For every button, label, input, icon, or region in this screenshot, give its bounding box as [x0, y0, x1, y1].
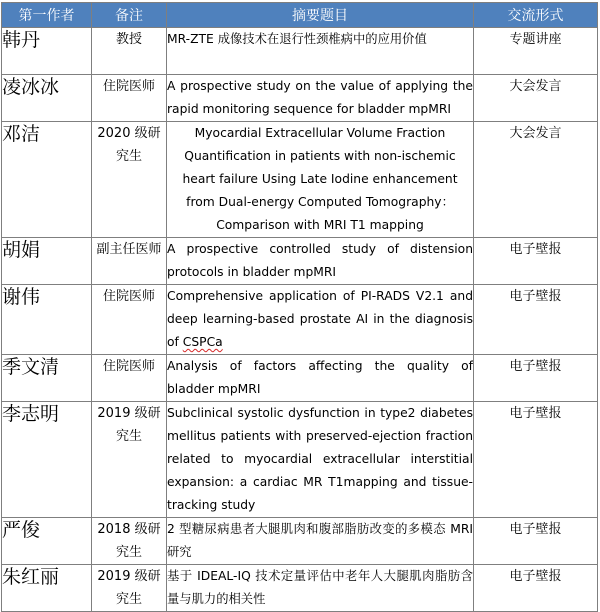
author-cell: 胡娟 — [2, 238, 92, 285]
table-row — [2, 518, 598, 565]
spell-flagged-term: CSPCa — [182, 335, 223, 349]
author-cell: 李志明 — [2, 402, 92, 518]
table-row — [2, 238, 598, 285]
note-cell: 2019 级研究生 — [92, 402, 167, 518]
table-row — [2, 565, 598, 612]
author-cell: 季文清 — [2, 355, 92, 402]
author-cell: 严俊 — [2, 518, 92, 565]
form-cell: 电子壁报 — [474, 238, 598, 285]
author-cell: 邓洁 — [2, 122, 92, 238]
form-cell: 电子壁报 — [474, 355, 598, 402]
title-cell: Subclinical systolic dysfunction in type2 diabetes mellitus patients with preserved-ejection fraction related to myocardial extracellular interstitial expansion: a cardiac MR T1mapping and tissue-tracking study — [167, 402, 474, 518]
header-note: 备注 — [92, 3, 167, 28]
note-cell: 住院医师 — [92, 75, 167, 122]
form-cell: 电子壁报 — [474, 565, 598, 612]
table-row — [2, 75, 598, 122]
table-row — [2, 28, 598, 75]
table-header — [2, 3, 598, 28]
title-text: Comprehensive application of PI-RADS V2.1 and deep learning-based prostate AI in the diagnosis of — [167, 289, 473, 349]
table-row — [2, 402, 598, 518]
form-cell: 电子壁报 — [474, 285, 598, 355]
form-cell: 专题讲座 — [474, 28, 598, 75]
note-cell: 住院医师 — [92, 285, 167, 355]
header-author: 第一作者 — [2, 3, 92, 28]
form-cell: 电子壁报 — [474, 518, 598, 565]
note-cell: 2018 级研究生 — [92, 518, 167, 565]
title-cell: 2 型糖尿病患者大腿肌肉和腹部脂肪改变的多模态 MRI 研究 — [167, 518, 474, 565]
header-title: 摘要题目 — [167, 3, 474, 28]
table-body — [2, 28, 598, 612]
header-row — [2, 3, 598, 28]
author-cell: 谢伟 — [2, 285, 92, 355]
title-cell: Analysis of factors affecting the quality of bladder mpMRI — [167, 355, 474, 402]
presentation-table — [1, 2, 598, 612]
table-row — [2, 122, 598, 238]
note-cell: 2019 级研究生 — [92, 565, 167, 612]
author-cell: 凌冰冰 — [2, 75, 92, 122]
form-cell: 电子壁报 — [474, 402, 598, 518]
note-cell: 住院医师 — [92, 355, 167, 402]
title-cell: Myocardial Extracellular Volume Fraction Quantification in patients with non-ischemic heart failure Using Late Iodine enhancement from Dual-energy Computed Tomography：Comparison with MRI T1 mapping — [167, 122, 474, 238]
table-row — [2, 355, 598, 402]
form-cell: 大会发言 — [474, 122, 598, 238]
note-cell: 2020 级研究生 — [92, 122, 167, 238]
note-cell: 副主任医师 — [92, 238, 167, 285]
title-cell: A prospective controlled study of distension protocols in bladder mpMRI — [167, 238, 474, 285]
note-cell: 教授 — [92, 28, 167, 75]
header-form: 交流形式 — [474, 3, 598, 28]
author-cell: 韩丹 — [2, 28, 92, 75]
title-cell: MR-ZTE 成像技术在退行性颈椎病中的应用价值 — [167, 28, 474, 75]
table-row — [2, 285, 598, 355]
author-cell: 朱红丽 — [2, 565, 92, 612]
form-cell: 大会发言 — [474, 75, 598, 122]
title-cell: 基于 IDEAL-IQ 技术定量评估中老年人大腿肌肉脂肪含量与肌力的相关性 — [167, 565, 474, 612]
title-cell — [167, 285, 474, 355]
title-cell: A prospective study on the value of applying the rapid monitoring sequence for bladder mpMRI — [167, 75, 474, 122]
